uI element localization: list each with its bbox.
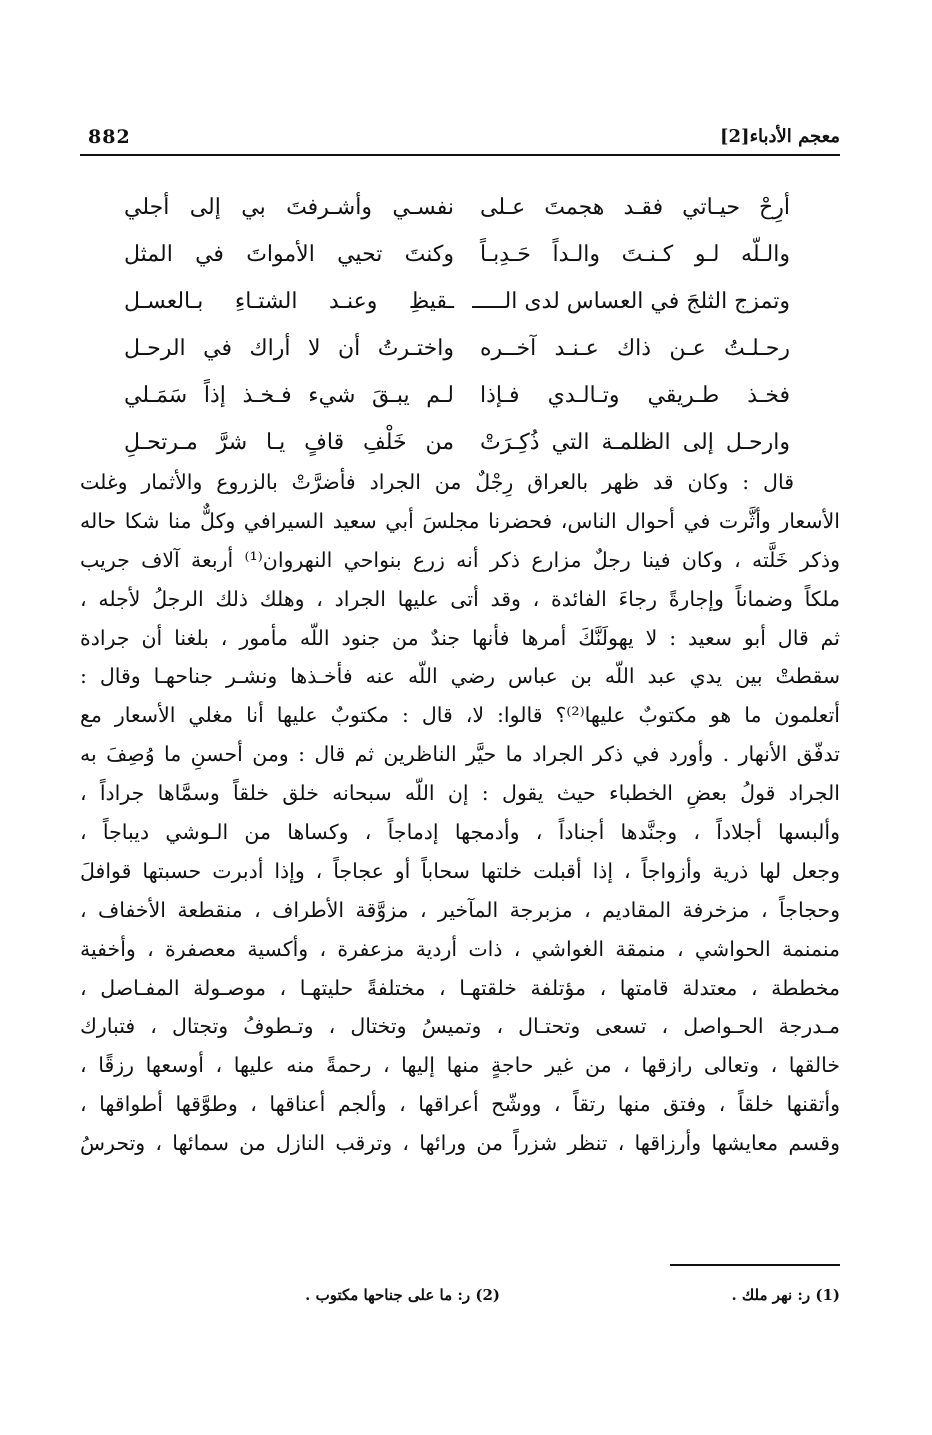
verse-first-hemistich: فخـذ طـريقي وتـالـدي فـإذا <box>480 383 790 408</box>
poem <box>80 184 840 466</box>
text-line: وألبسها أجلاداً ، وجنَّدها أجناداً ، وأدمجها إدماجاً ، وكساها من الـوشي ديباجاً ، <box>80 820 840 845</box>
verse-first-hemistich: أرِحْ حيـاتي فقـد هجمتَ عـلى <box>480 195 790 220</box>
text-line: الجراد قولُ بعضِ الخطباء حيث يقول : إن اللّه سبحانه خلق خلقاً وسمَّاها جراداً ، <box>80 781 840 806</box>
text-line: قال : وكان قد ظهر بالعراق رِجْلٌ من الجراد فأضرَّتْ بالزروع والأثمار وغلت <box>80 470 794 494</box>
verse <box>80 278 840 325</box>
verse-first-hemistich: وارحـل إلى الظلمـة التي ذُكِـرَتْ <box>480 430 790 455</box>
text-line: وذكر خَلَّته ، وكان فينا رجلٌ مزارع ذكر أنه زرع بنواحي النهروان⁽¹⁾ أربعة آلاف جريب <box>80 547 840 572</box>
text-line: وأتقنها خلقاً ، وفتق منها رتقاً ، ووشّح أعراقها ، وألجم أعناقها ، وطوَّقها أطواقها ، <box>80 1092 840 1117</box>
verse-first-hemistich: والـلّه لـو كـنـتَ والـداً حَـدِبـاً <box>480 242 790 267</box>
footnote: (2) ر: ما على جناحها مكتوب . <box>305 1286 500 1304</box>
text-line: ملكاً وضماناً وإجارةً رجاءَ الفائدة ، وقد أتى عليها الجراد ، وهلك ذلك الرجلُ لأجله ، <box>80 586 840 611</box>
text-line: ثم قال أبو سعيد : لا يهولَنَّكَ أمرها فأنها جندٌ من جنود اللّه مأمور ، بلغنا أن جرادة <box>80 625 840 650</box>
running-title: معجم الأدباء[2] <box>719 126 840 147</box>
footnote: (1) ر: نهر ملك . <box>731 1286 840 1304</box>
verse <box>80 325 840 372</box>
verse-first-hemistich: وتمزج الثلجَ في العساس لدى الـــــ <box>472 289 790 314</box>
text-line: الأسعار وأثَّرت في أحوال الناس، فحضرنا مجلسَ أبي سعيد السيرافي وكلٌّ منا شكا حاله <box>80 508 840 533</box>
verse <box>80 372 840 419</box>
text-line: خالقها ، وتعالى رازقها ، من غير حاجةٍ منها إليها ، رحمةً منه عليها ، أوسعها رزقًا ، <box>80 1053 840 1078</box>
header-rule <box>80 154 840 156</box>
body-text <box>80 463 840 1163</box>
verse-second-hemistich: ـقيظِ وعنـد الشتـاءِ بـالعسـل <box>124 289 454 314</box>
verse-second-hemistich: من خَلْفِ قافٍ يـا شرَّ مـرتحـلِ <box>124 430 454 455</box>
text-line: وقسم معايشها وأرزاقها ، تنظر شزراً من ورائها ، وترقب النازل من سمائها ، وتحرسُ <box>80 1131 840 1156</box>
text-line: وحجاجاً ، مزخرفة المقاديم ، مزبرجة المآخير ، مزوَّقة الأطراف ، منقطعة الأخفاف ، <box>80 897 840 922</box>
verse-second-hemistich: نفسـي وأشـرفتَ بي إلى أجلي <box>124 195 454 220</box>
verse-second-hemistich: لـم يبـقَ شيء فـخـذ إذاً سَمَـلي <box>124 383 454 408</box>
text-line: منمنمة الحواشي ، منمقة الغواشي ، ذات أردية مزعفرة ، وأكسية معصفرة ، وأخفية <box>80 936 840 961</box>
text-line: وجعل لها ذرية وأزواجاً ، إذا أقبلت خلتها سحاباً أو عجاجاً ، وإذا أدبرت حسبتها قوافلَ <box>80 858 840 883</box>
text-line: تدفّق الأنهار . وأورد في ذكر الجراد ما حيَّر الناظرين ثم قال : ومن أحسنِ ما وُصِفَ به <box>80 742 840 767</box>
verse <box>80 419 840 466</box>
verse-first-hemistich: رحـلـتُ عـن ذاك عـنـد آخــره <box>480 336 790 361</box>
page-header <box>80 122 840 156</box>
page-number: 882 <box>88 126 131 148</box>
text-line: مخططة ، معتدلة قامتها ، مؤتلفة خلقتهـا ، مختلفةً حليتهـا ، موصـولة المفـاصل ، <box>80 975 840 1000</box>
text-line: سقطتْ بين يدي عبد اللّه بن عباس رضي اللّه عنه فأخـذها ونشـر جناحهـا وقال : <box>80 664 840 689</box>
text-line: أتعلمون ما هو مكتوبٌ عليها⁽²⁾؟ قالوا: لا، قال : مكتوبٌ عليها أنا مغلي الأسعار مع <box>80 703 840 728</box>
verse-second-hemistich: واختـرتُ أن لا أراك في الرحـل <box>124 336 454 361</box>
verse-second-hemistich: وكنتَ تحيي الأمواتَ في المثل <box>124 242 454 267</box>
verse <box>80 231 840 278</box>
footnotes <box>80 1280 840 1310</box>
footnote-rule <box>670 1264 840 1266</box>
text-line: مـدرجة الحـواصل ، تسعى وتحتـال ، وتميسُ وتختال ، وتـطوفُ وتجتال ، فتبارك <box>80 1014 840 1039</box>
verse <box>80 184 840 231</box>
